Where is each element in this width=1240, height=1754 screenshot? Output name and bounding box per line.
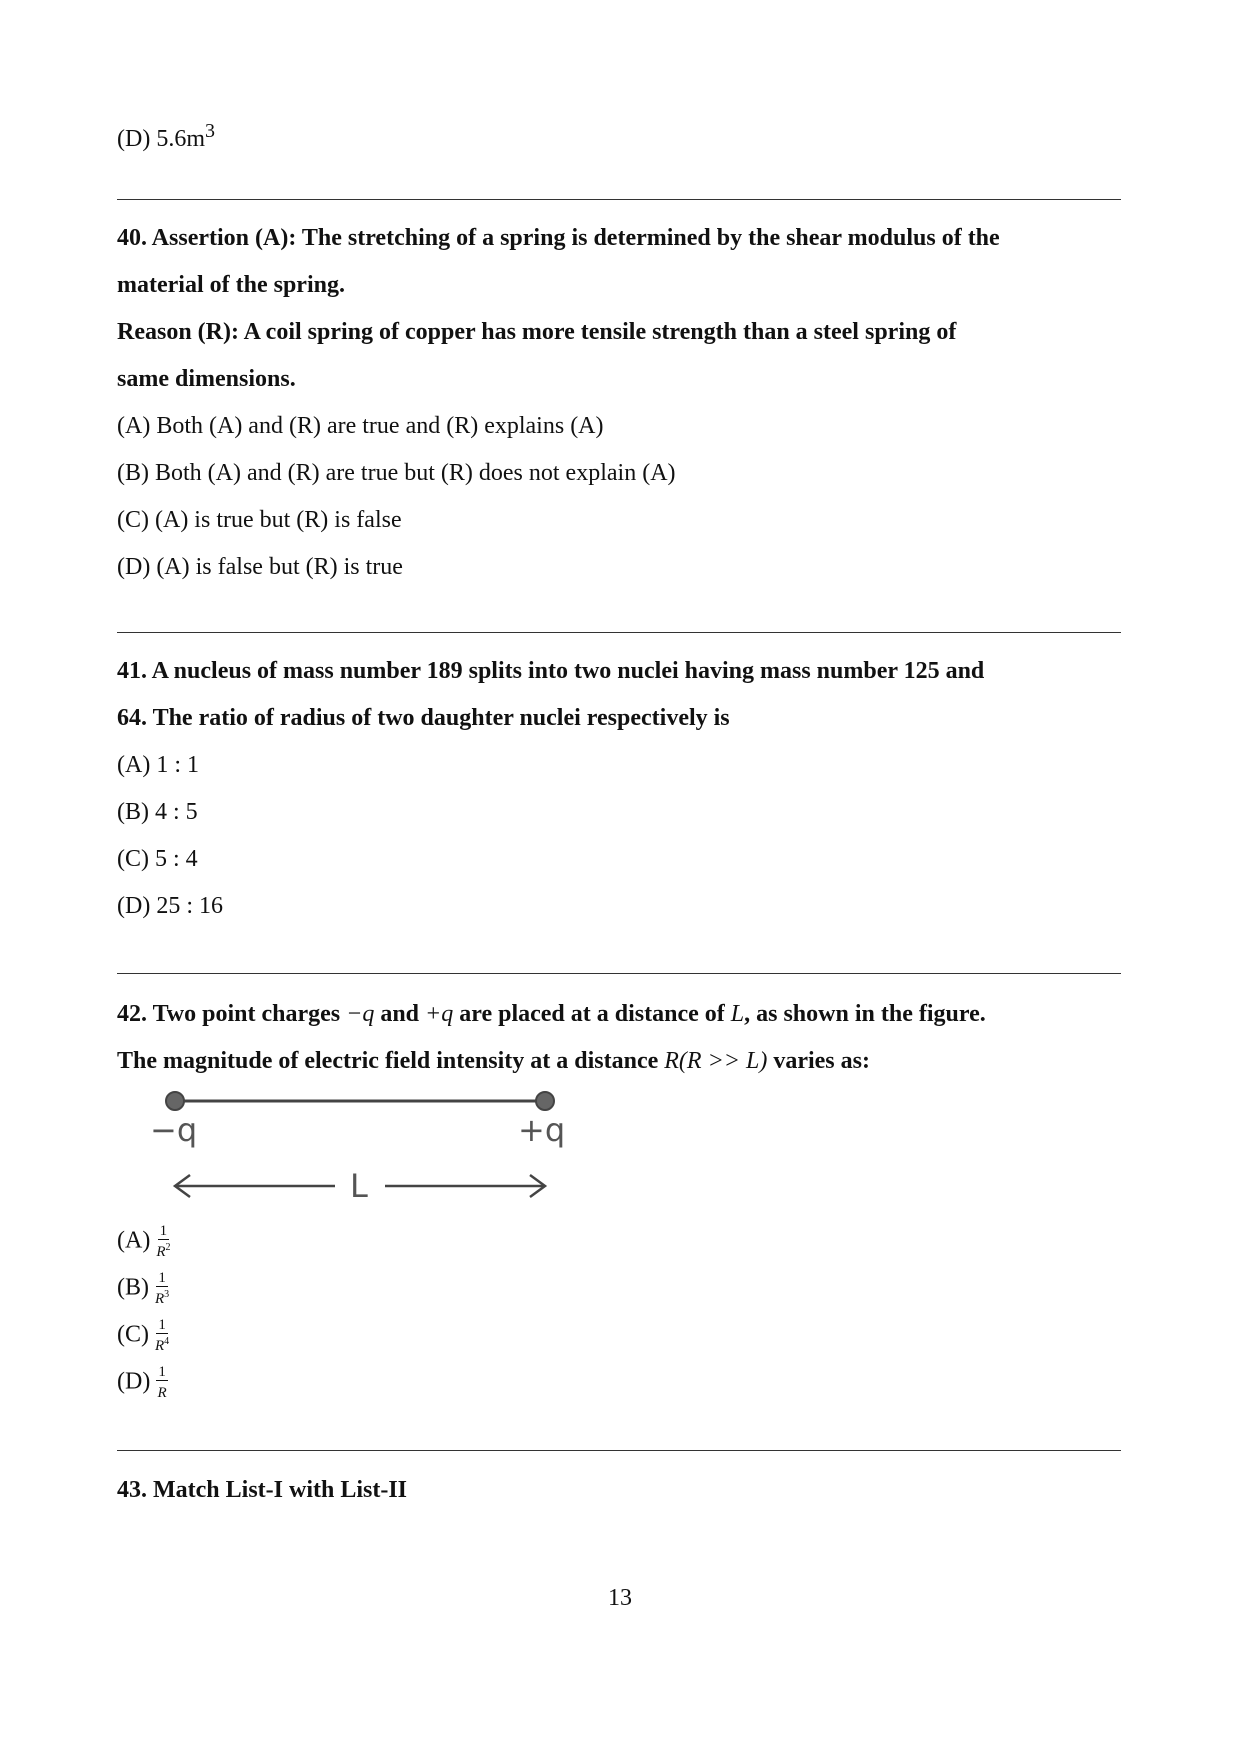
prev-option-d: (D) $5.6m^3$ [117, 120, 215, 152]
q41-text: 64. The ratio of radius of two daughter nuclei respectively is [117, 705, 730, 731]
q40-text: 40. Assertion (A): The stretching of a spring is determined by the shear modulus of the [117, 225, 1000, 251]
dipole-figure [150, 1085, 570, 1200]
q40-option: (B) Both (A) and (R) are true but (R) does not explain (A) [117, 460, 676, 486]
q42-option: (D) $\frac{1}{R}$ [117, 1364, 167, 1401]
positive-charge-dot [536, 1092, 554, 1110]
page-number: 13 [608, 1585, 632, 1611]
q41-option: (D) 25 : 16 [117, 893, 223, 919]
q42-text: The magnitude of electric field intensity at a distance R(R >> L) varies as: [117, 1048, 870, 1074]
divider [117, 632, 1121, 633]
q42-option: (C) $\frac{1}{R^4}$ [117, 1317, 170, 1354]
q40-option: (D) (A) is false but (R) is true [117, 554, 403, 580]
negative-charge-dot [166, 1092, 184, 1110]
q40-option: (A) Both (A) and (R) are true and (R) explains (A) [117, 413, 604, 439]
divider [117, 973, 1121, 974]
q41-option: (A) 1 : 1 [117, 752, 199, 778]
q40-text: Reason (R): A coil spring of copper has more tensile strength than a steel spring of [117, 319, 957, 345]
q40-text: material of the spring. [117, 272, 345, 298]
q40-text: same dimensions. [117, 366, 296, 392]
q42-text: 42. Two point charges −q and +q are placed at a distance of L, as shown in the figure. [117, 1001, 986, 1027]
positive-charge-label: +q [518, 1111, 566, 1149]
q42-option: (B) $\frac{1}{R^3}$ [117, 1270, 170, 1307]
q40-option: (C) (A) is true but (R) is false [117, 507, 402, 533]
distance-label: L [350, 1167, 368, 1200]
divider [117, 1450, 1121, 1451]
q43-title: 43. Match List-I with List-II [117, 1477, 408, 1503]
q42-option: (A) $\frac{1}{R^2}$ [117, 1223, 171, 1260]
q41-option: (B) 4 : 5 [117, 799, 198, 825]
negative-charge-label: −q [150, 1111, 198, 1149]
q41-text: 41. A nucleus of mass number 189 splits into two nuclei having mass number 125 and [117, 658, 985, 684]
divider [117, 199, 1121, 200]
q41-option: (C) 5 : 4 [117, 846, 198, 872]
